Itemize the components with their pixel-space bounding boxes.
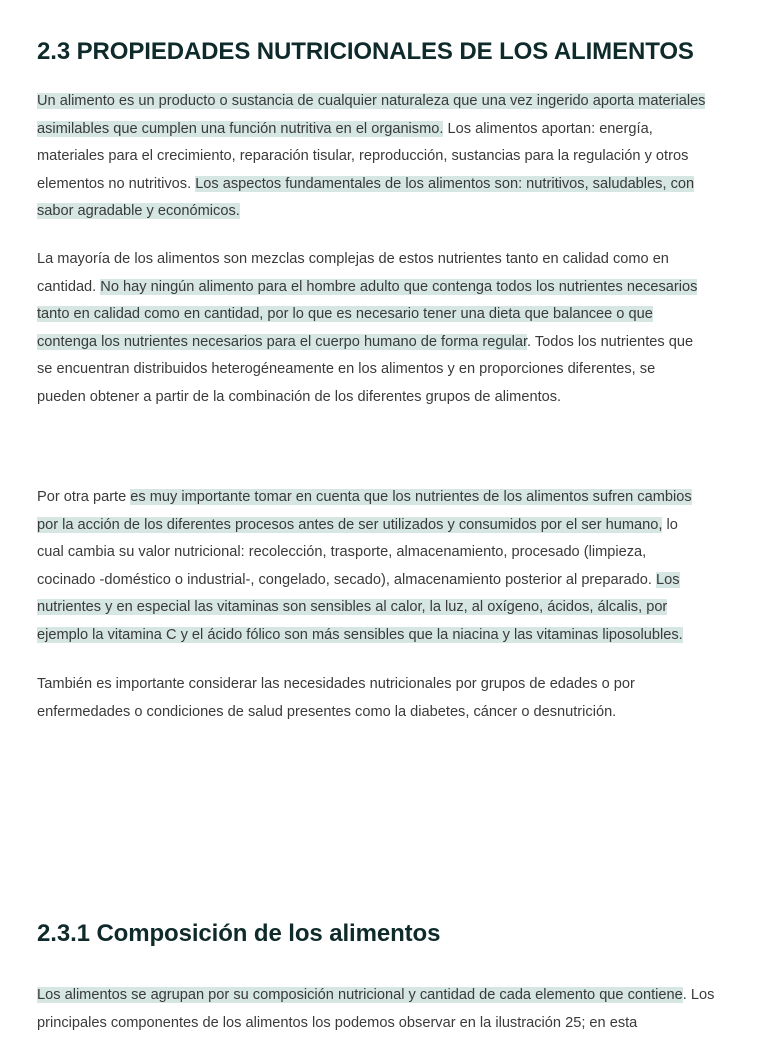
paragraph [37, 246, 707, 412]
paragraph [37, 982, 737, 1037]
body-text: Los alimentos aportan: energía, materiales para el crecimiento, reparación tisular, reproducción, sustancias para la regulación y otros elementos no nutritivos. [37, 120, 689, 192]
body-text: . Los principales componentes de los alimentos los podemos observar en la ilustración 25; en esta [37, 987, 715, 1031]
highlighted-text: Los nutrientes y en especial las vitaminas son sensibles al calor, la luz, al oxígeno, ácidos, álcalis, por ejemplo la vitamina C y el ácido fólico son más sensibles que la niacina y las vitaminas liposolubles. [37, 571, 683, 643]
highlighted-text: Un alimento es un producto o sustancia de cualquier naturaleza que una vez ingerido aporta materiales asimilables que cumplen una función nutritiva en el organismo. [37, 93, 706, 137]
body-text: La mayoría de los alimentos son mezclas complejas de estos nutrientes tanto en calidad como en cantidad. [37, 251, 669, 295]
paragraph [37, 484, 707, 650]
body-text: . Todos los nutrientes que se encuentran distribuidos heterogéneamente en los alimentos y en proporciones diferentes, se pueden obtener a partir de la combinación de los diferentes grupos de alimentos. [37, 333, 694, 405]
paragraph [37, 88, 707, 226]
highlighted-text: Los alimentos se agrupan por su composición nutricional y cantidad de cada elemento que contiene [37, 987, 683, 1003]
highlighted-text: No hay ningún alimento para el hombre adulto que contenga todos los nutrientes necesarios tanto en calidad como en cantidad, por lo que es necesario tener una dieta que balancee o que contenga los nutrientes necesarios para el cuerpo humano de forma regular [37, 278, 698, 350]
subsection-title: 2.3.1 Composición de los alimentos [37, 920, 441, 947]
paragraph [37, 671, 707, 726]
highlighted-text: Los aspectos fundamentales de los alimentos son: nutritivos, saludables, con sabor agradable y económicos. [37, 175, 695, 220]
body-text: También es importante considerar las necesidades nutricionales por grupos de edades o por enfermedades o condiciones de salud presentes como la diabetes, cáncer o desnutrición. [37, 676, 635, 720]
body-text: Por otra parte [37, 489, 131, 505]
body-text: lo cual cambia su valor nutricional: recolección, trasporte, almacenamiento, procesado (limpieza, cocinado -doméstico o industrial-, congelado, secado), almacenamiento posterior al preparado. [37, 516, 678, 588]
section-title: 2.3 PROPIEDADES NUTRICIONALES DE LOS ALIMENTOS [37, 38, 694, 65]
highlighted-text: es muy importante tomar en cuenta que los nutrientes de los alimentos sufren cambios por la acción de los diferentes procesos antes de ser utilizados y consumidos por el ser humano, [37, 489, 692, 533]
